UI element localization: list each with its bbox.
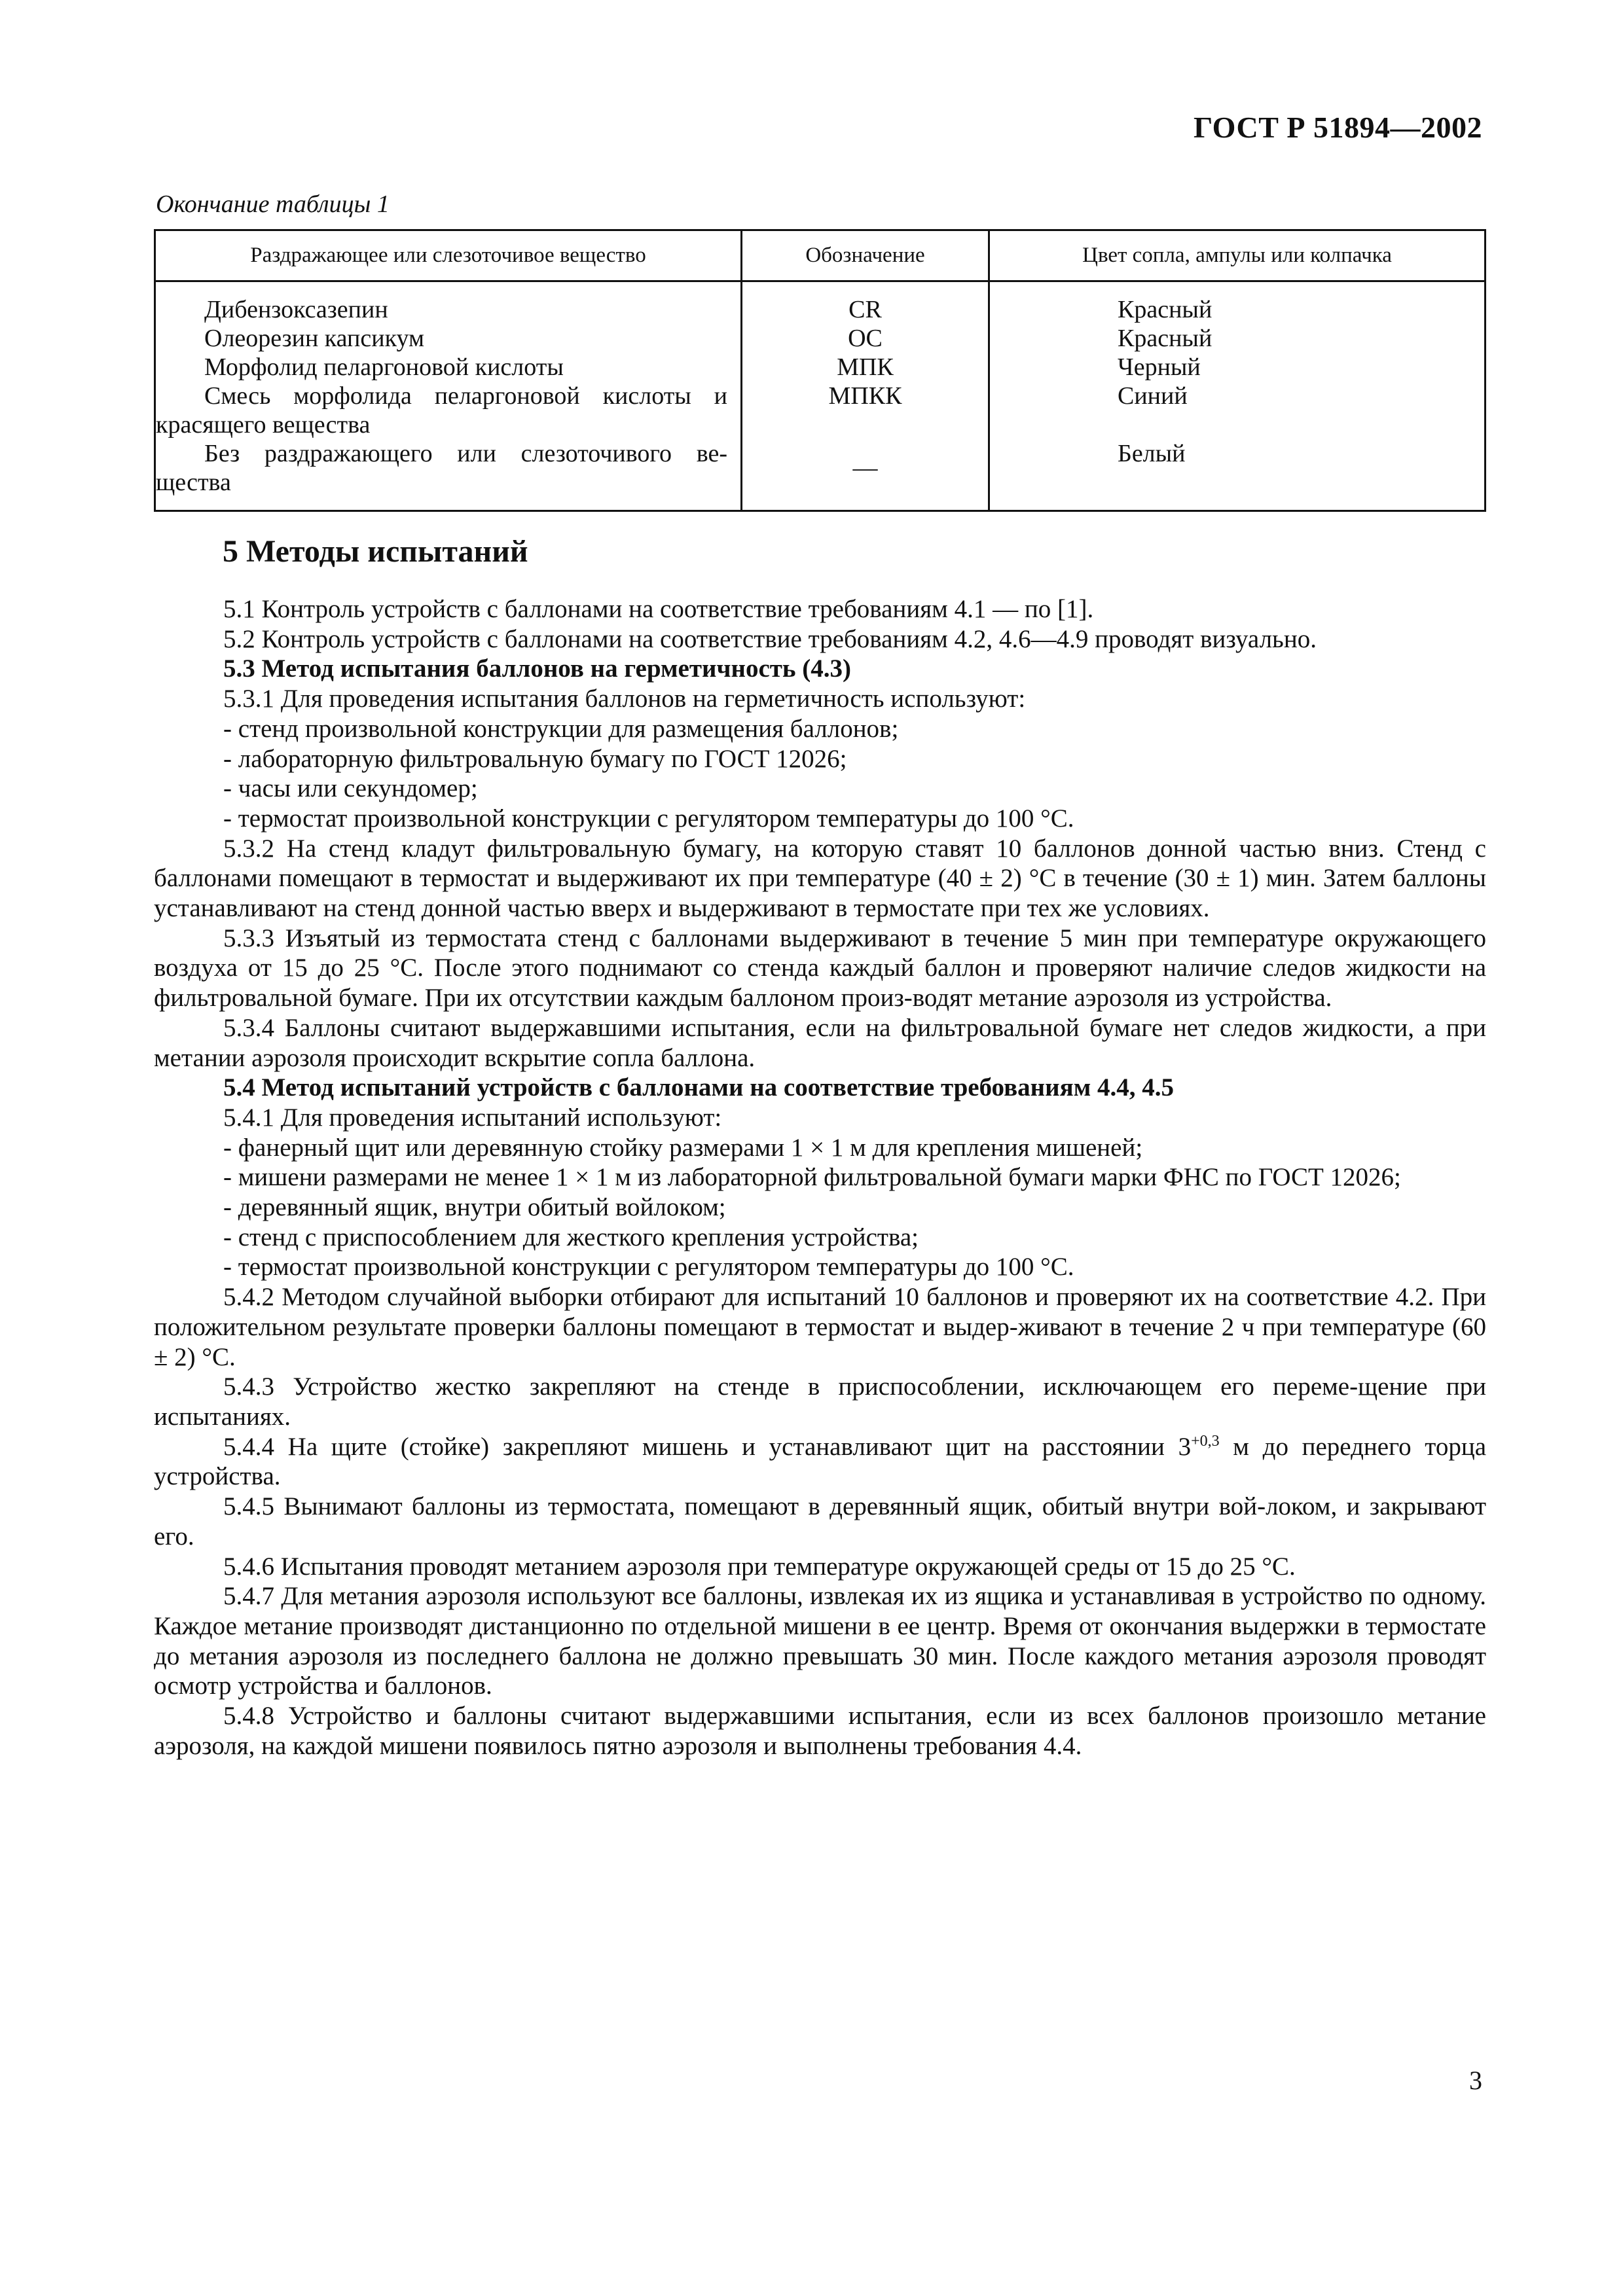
list-item: - термостат произвольной конструкции с регулятором температуры до 100 °С. [223,804,1074,833]
substance-cell: Морфолид пеларгоновой кислоты [204,353,564,381]
code-cell: OC [742,324,989,353]
paragraph: 5.4.8 Устройство и баллоны считают выдержавшими испытания, если из всех баллонов произошло метание аэрозоля, на каждой мишени появилось пятно аэрозоля и выполнены требования 4.4. [154,1702,1486,1760]
code-cell: CR [742,281,989,325]
paragraph: 5.4.2 Методом случайной выборки отбирают для испытаний 10 баллонов и проверяют их на соответствие 4.2. При положительном результате проверки баллоны помещают в термостат и выдер-живают в течение 2 ч при температуре (60 ± 2) °С. [154,1283,1486,1371]
table-row [155,439,1486,511]
substance-cell: Олеорезин капсикум [204,325,425,352]
color-cell: Красный [989,324,1486,353]
list-item: - лабораторную фильтровальную бумагу по ГОСТ 12026; [223,744,847,773]
list-item: - термостат произвольной конструкции с регулятором температуры до 100 °С. [223,1253,1074,1282]
code-cell: МПКК [742,382,989,439]
document-code-header: ГОСТ Р 51894—2002 [1194,111,1482,144]
code-cell: — [742,439,989,511]
list-item: - стенд с приспособлением для жесткого крепления устройства; [223,1223,919,1251]
table-row [155,324,1486,353]
table-caption: Окончание таблицы 1 [156,190,390,218]
list-item: - мишени размерами не менее 1 × 1 м из лабораторной фильтровальной бумаги марки ФНС по ГОСТ 12026; [223,1163,1401,1192]
color-cell: Красный [989,281,1486,325]
paragraph: 5.3.4 Баллоны считают выдержавшими испытания, если на фильтровальной бумаге нет следов жидкости, а при метании аэрозоля происходит вскрытие сопла баллона. [154,1013,1486,1072]
paragraph: 5.3.3 Изъятый из термостата стенд с баллонами выдерживают в течение 5 мин при температуре окружающего воздуха от 15 до 25 °С. После этого поднимают со стенда каждый баллон и проверяют наличие следов жидкости на фильтровальной бумаге. При их отсутствии каждым баллоном произ-водят метание аэрозоля из устройства. [154,924,1486,1013]
color-cell: Черный [989,353,1486,382]
table-row [155,353,1486,382]
table-row [155,281,1486,325]
table-header-row [155,230,1486,281]
code-cell: МПК [742,353,989,382]
paragraph: 5.3.1 Для проведения испытания баллонов на герметичность используют: [223,685,1026,713]
list-item: - деревянный ящик, внутри обитый войлоком; [223,1193,726,1222]
paragraph: 5.3.2 На стенд кладут фильтровальную бумагу, на которую ставят 10 баллонов донной частью вниз. Стенд с баллонами помещают в термостат и выдерживают их при температуре (40 ± 2) °С в течение (30 ± 1) мин. Затем баллоны устанавливают на стенд донной частью вверх и выдерживают в термостате при тех же условиях. [154,834,1486,923]
list-item: - стенд произвольной конструкции для размещения баллонов; [223,714,899,743]
paragraph-5-4-4-lead: 5.4.4 На щите (стойке) закрепляют мишень и устанавливают щит на расстоянии [223,1432,1165,1461]
section-body [154,594,1486,1761]
substances-table [154,229,1486,512]
paragraph-5-4-4 [154,1432,1486,1492]
paragraph: 5.4.1 Для проведения испытаний используют: [223,1103,722,1132]
paragraph: 5.1 Контроль устройств с баллонами на соответствие требованиям 4.1 — по [1]. [223,595,1094,623]
paragraph: 5.2 Контроль устройств с баллонами на соответствие требованиям 4.2, 4.6—4.9 проводят визуально. [223,624,1317,653]
section-title: 5 Методы испытаний [223,534,528,569]
distance-tolerance: +0,3 [1191,1432,1220,1450]
color-cell: Белый [989,439,1486,511]
distance-value: 3 [1178,1432,1192,1461]
column-header-code: Обозначение [742,230,989,281]
paragraph-5-4-4-tail: м до переднего торца устройства. [154,1432,1487,1491]
column-header-color: Цвет сопла, ампулы или колпачка [989,230,1486,281]
table-row [155,382,1486,439]
subsection-heading: 5.3 Метод испытания баллонов на герметичность (4.3) [223,655,852,683]
color-cell: Синий [989,382,1486,439]
page-number: 3 [1469,2066,1482,2095]
paragraph: 5.4.7 Для метания аэрозоля используют все баллоны, извлекая их из ящика и устанавливая в устройство по одному. Каждое метание производят дистанционно по отдельной мишени в ее центр. Время от окончания выдержки в термостате до метания аэрозоля из последнего баллона не должно превышать 30 мин. После каждого метания аэрозоля проводят осмотр устройства и баллонов. [154,1582,1486,1700]
subsection-heading: 5.4 Метод испытаний устройств с баллонами на соответствие требованиям 4.4, 4.5 [223,1073,1175,1102]
substance-cell: Дибензоксазепин [204,296,388,323]
substance-cell: Без раздражающего или слезоточивого ве-щества [156,440,727,496]
paragraph: 5.4.5 Вынимают баллоны из термостата, помещают в деревянный ящик, обитый внутри вой-локом, и закрывают его. [154,1492,1486,1551]
list-item: - фанерный щит или деревянную стойку размерами 1 × 1 м для крепления мишеней; [223,1133,1143,1162]
substance-cell: Смесь морфолида пеларгоновой кислоты и красящего вещества [156,382,727,439]
paragraph: 5.4.6 Испытания проводят метанием аэрозоля при температуре окружающей среды от 15 до 25 °С. [223,1552,1296,1581]
list-item: - часы или секундомер; [223,774,478,803]
paragraph: 5.4.3 Устройство жестко закрепляют на стенде в приспособлении, исключающем его переме-щение при испытаниях. [154,1372,1486,1431]
column-header-substance: Раздражающее или слезоточивое вещество [155,230,742,281]
